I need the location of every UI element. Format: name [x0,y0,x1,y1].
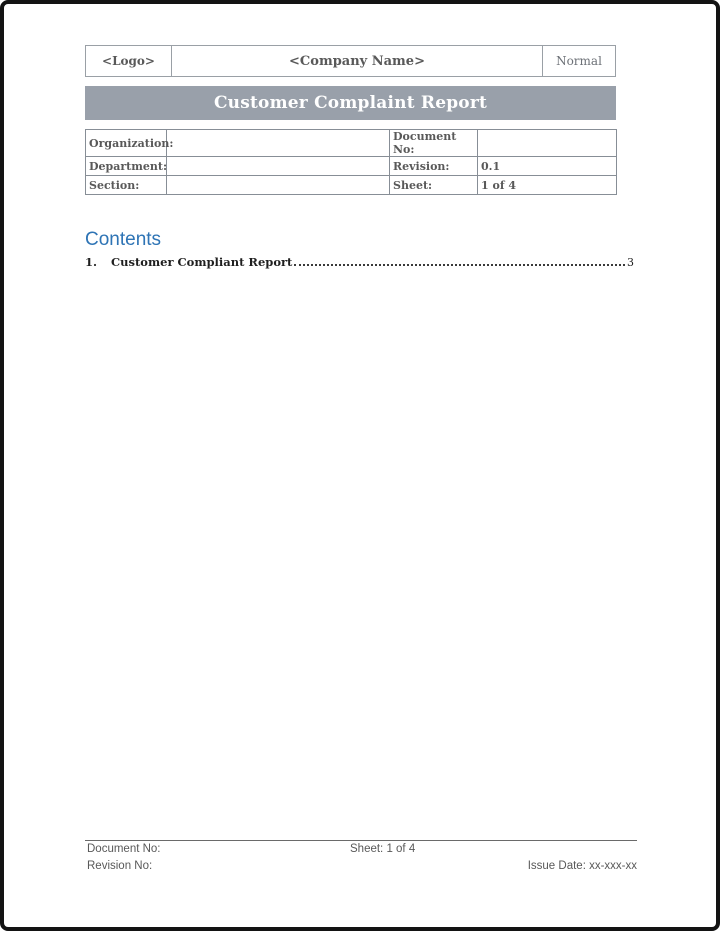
department-value-cell[interactable] [167,157,390,176]
organization-value-cell[interactable] [167,130,390,157]
department-label: Department: [86,157,167,176]
company-name-placeholder[interactable]: <Company Name> [172,46,543,77]
section-value-cell[interactable] [167,176,390,195]
revision-value-cell[interactable]: 0.1 [478,157,617,176]
footer-issue-date: Issue Date: xx-xxx-xx [527,860,637,872]
contents-heading: Contents [85,229,162,250]
style-badge: Normal [543,46,616,77]
document-title-bar [85,86,616,120]
table-row [86,130,617,157]
toc-entry-page-number: 3 [627,256,634,269]
section-label: Section: [86,176,167,195]
toc-dot-leader [294,264,625,266]
toc-entry-label[interactable]: Customer Compliant Report [111,255,293,269]
toc-entry[interactable] [85,255,634,269]
footer-revision-no: Revision No: [87,860,153,872]
footer-row-2 [85,858,637,875]
toc-entry-number: 1. [85,255,98,269]
document-no-label: Document No: [390,130,478,157]
sheet-label: Sheet: [390,176,478,195]
page-footer [85,840,637,875]
table-row [86,157,617,176]
header-table [85,45,616,77]
document-no-value-cell[interactable] [478,130,617,157]
document-info-table [85,129,617,195]
organization-label: Organization: [86,130,167,157]
revision-label: Revision: [390,157,478,176]
header-row [86,46,616,77]
footer-document-no: Document No: [87,843,161,855]
table-row [86,176,617,195]
logo-placeholder[interactable]: <Logo> [86,46,172,77]
footer-row-1 [85,841,637,858]
sheet-value-cell[interactable]: 1 of 4 [478,176,617,195]
document-title: Customer Complaint Report [213,93,488,113]
footer-sheet: Sheet: 1 of 4 [350,843,416,855]
